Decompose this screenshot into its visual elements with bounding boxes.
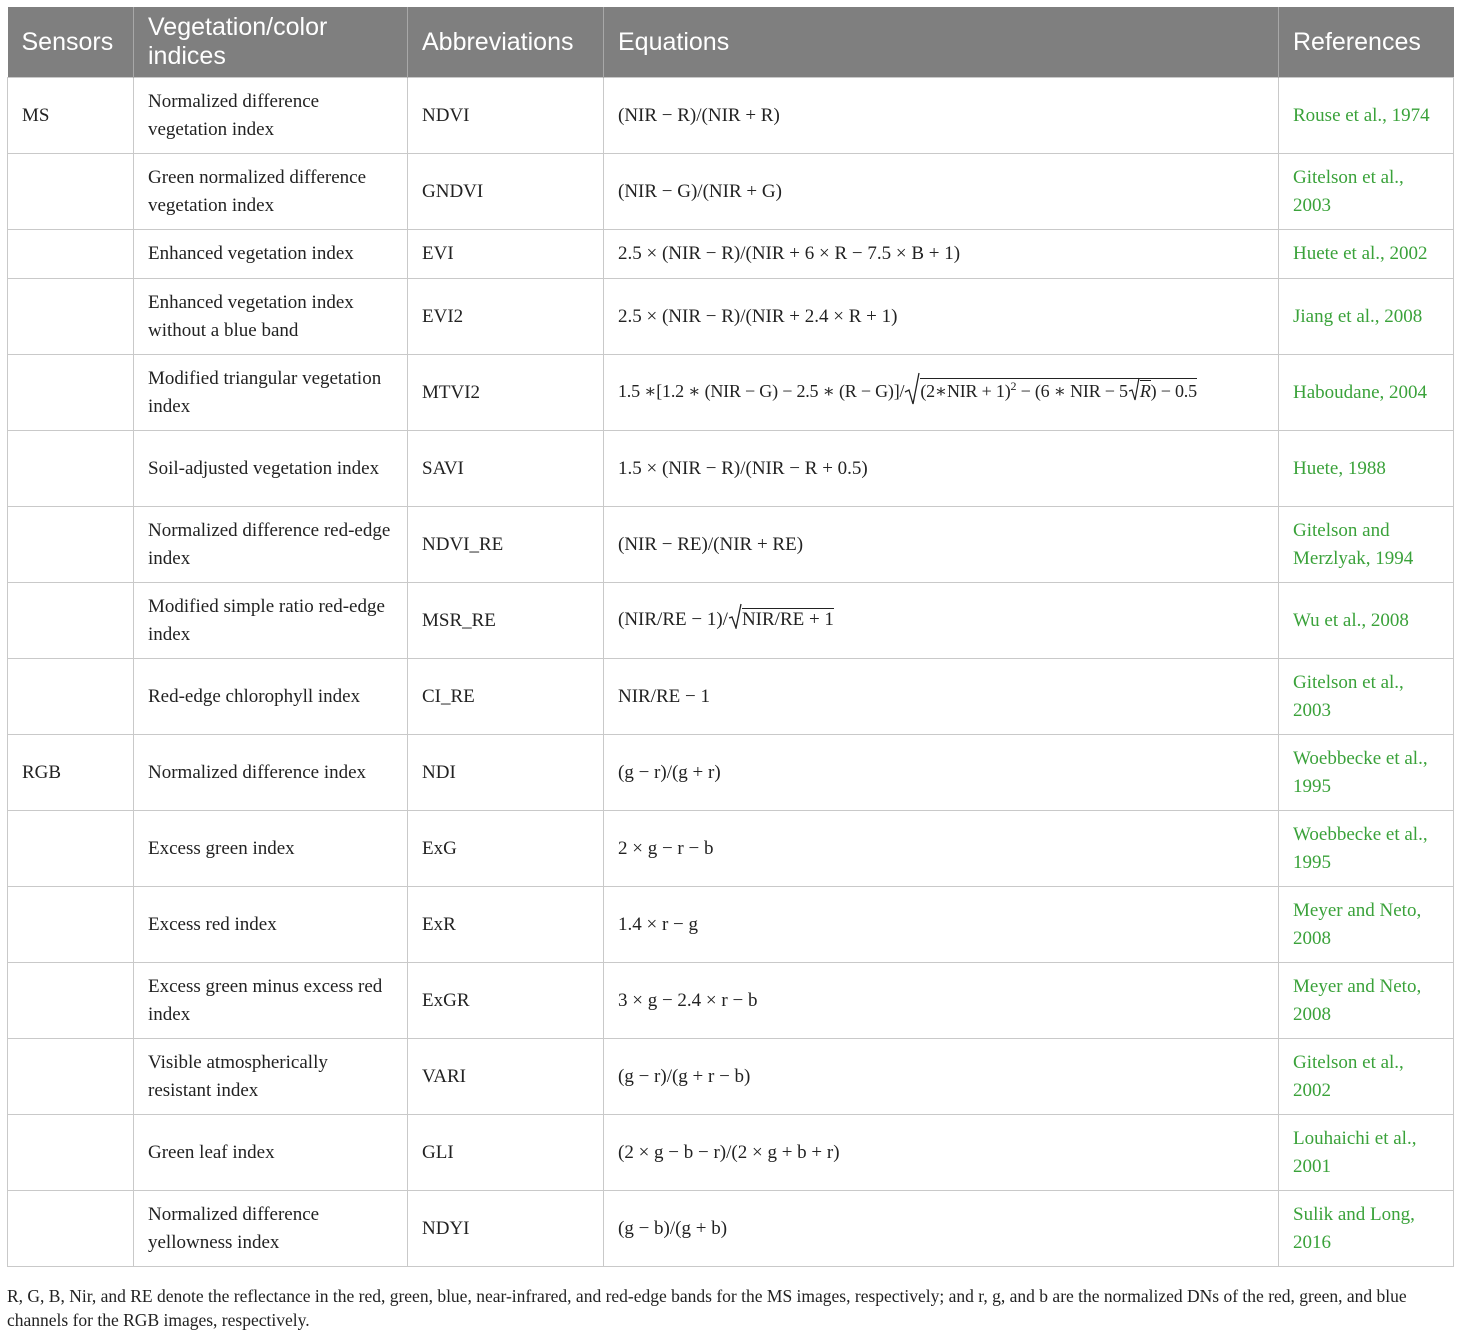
table-header-row bbox=[8, 7, 1454, 78]
sensor-cell bbox=[8, 887, 134, 963]
table-row bbox=[8, 659, 1454, 735]
reference-link[interactable]: Meyer and Neto, 2008 bbox=[1279, 887, 1454, 963]
abbreviation-cell: GNDVI bbox=[408, 154, 604, 230]
reference-link[interactable]: Meyer and Neto, 2008 bbox=[1279, 963, 1454, 1039]
equation-cell: (2 × g − b − r)/(2 × g + b + r) bbox=[604, 1115, 1279, 1191]
table-row bbox=[8, 230, 1454, 279]
header-equations: Equations bbox=[604, 7, 1279, 78]
table-row bbox=[8, 963, 1454, 1039]
indices-table bbox=[7, 7, 1454, 1267]
table-row bbox=[8, 735, 1454, 811]
equation-cell: 2.5 × (NIR − R)/(NIR + 6 × R − 7.5 × B + 1) bbox=[604, 230, 1279, 279]
radical-sign-icon bbox=[728, 603, 742, 638]
index-name-cell: Normalized difference yellowness index bbox=[134, 1191, 408, 1267]
sensor-cell bbox=[8, 963, 134, 1039]
index-name-cell: Excess green index bbox=[134, 811, 408, 887]
index-name-cell: Visible atmospherically resistant index bbox=[134, 1039, 408, 1115]
abbreviation-cell: EVI bbox=[408, 230, 604, 279]
abbreviation-cell: ExR bbox=[408, 887, 604, 963]
table-row bbox=[8, 583, 1454, 659]
reference-link[interactable]: Jiang et al., 2008 bbox=[1279, 279, 1454, 355]
abbreviation-cell: SAVI bbox=[408, 431, 604, 507]
header-sensors: Sensors bbox=[8, 7, 134, 78]
abbreviation-cell: GLI bbox=[408, 1115, 604, 1191]
sensor-cell: MS bbox=[8, 78, 134, 154]
reference-link[interactable]: Gitelson and Merzlyak, 1994 bbox=[1279, 507, 1454, 583]
table-row bbox=[8, 279, 1454, 355]
table-row bbox=[8, 887, 1454, 963]
sensor-cell bbox=[8, 230, 134, 279]
abbreviation-cell: VARI bbox=[408, 1039, 604, 1115]
abbreviation-cell: NDYI bbox=[408, 1191, 604, 1267]
equation-radicand: NIR/RE + 1 bbox=[741, 608, 834, 630]
reference-link[interactable]: Louhaichi et al., 2001 bbox=[1279, 1115, 1454, 1191]
index-name-cell: Modified simple ratio red-edge index bbox=[134, 583, 408, 659]
table-row bbox=[8, 1115, 1454, 1191]
header-indices: Vegetation/color indices bbox=[134, 7, 408, 78]
sensor-cell: RGB bbox=[8, 735, 134, 811]
abbreviation-cell: NDVI bbox=[408, 78, 604, 154]
table-row bbox=[8, 811, 1454, 887]
header-references: References bbox=[1279, 7, 1454, 78]
index-name-cell: Enhanced vegetation index bbox=[134, 230, 408, 279]
abbreviation-cell: NDVI_RE bbox=[408, 507, 604, 583]
reference-link[interactable]: Haboudane, 2004 bbox=[1279, 355, 1454, 431]
sensor-cell bbox=[8, 1039, 134, 1115]
sensor-cell bbox=[8, 811, 134, 887]
table-footnote: R, G, B, Nir, and RE denote the reflectance in the red, green, blue, near-infrared, and red-edge bands for the MS images, respectively; and r, g, and b are the normalized DNs of the red, green, and blue channels for the RGB images, respectively. bbox=[7, 1286, 1407, 1330]
equation-cell: 3 × g − 2.4 × r − b bbox=[604, 963, 1279, 1039]
equation-cell: (NIR − RE)/(NIR + RE) bbox=[604, 507, 1279, 583]
indices-table-container bbox=[7, 7, 1453, 1267]
reference-link[interactable]: Gitelson et al., 2002 bbox=[1279, 1039, 1454, 1115]
index-name-cell: Red-edge chlorophyll index bbox=[134, 659, 408, 735]
equation-cell: NIR/RE − 1 bbox=[604, 659, 1279, 735]
sensor-cell bbox=[8, 279, 134, 355]
equation-cell: (NIR − G)/(NIR + G) bbox=[604, 154, 1279, 230]
abbreviation-cell: CI_RE bbox=[408, 659, 604, 735]
index-name-cell: Normalized difference index bbox=[134, 735, 408, 811]
reference-link[interactable]: Huete et al., 2002 bbox=[1279, 230, 1454, 279]
abbreviation-cell: ExGR bbox=[408, 963, 604, 1039]
equation-cell: (g − r)/(g + r) bbox=[604, 735, 1279, 811]
index-name-cell: Normalized difference vegetation index bbox=[134, 78, 408, 154]
index-name-cell: Green normalized difference vegetation index bbox=[134, 154, 408, 230]
reference-link[interactable]: Sulik and Long, 2016 bbox=[1279, 1191, 1454, 1267]
radical-sign-icon bbox=[1128, 377, 1140, 409]
equation-prefix: (NIR/RE − 1)/ bbox=[618, 608, 728, 630]
sensor-cell bbox=[8, 154, 134, 230]
table-row bbox=[8, 154, 1454, 230]
equation-cell bbox=[604, 355, 1279, 431]
reference-link[interactable]: Woebbecke et al., 1995 bbox=[1279, 735, 1454, 811]
reference-link[interactable]: Rouse et al., 1974 bbox=[1279, 78, 1454, 154]
equation-cell: 2.5 × (NIR − R)/(NIR + 2.4 × R + 1) bbox=[604, 279, 1279, 355]
sensor-cell bbox=[8, 1115, 134, 1191]
radical-sign-icon bbox=[904, 372, 920, 414]
sensor-cell bbox=[8, 507, 134, 583]
equation-cell: (NIR − R)/(NIR + R) bbox=[604, 78, 1279, 154]
index-name-cell: Modified triangular vegetation index bbox=[134, 355, 408, 431]
equation-radicand: (2∗NIR + 1)$^2$ − (6 ∗ NIR − 5 R) − 0.5 bbox=[920, 378, 1197, 401]
index-name-cell: Normalized difference red-edge index bbox=[134, 507, 408, 583]
abbreviation-cell: NDI bbox=[408, 735, 604, 811]
abbreviation-cell: ExG bbox=[408, 811, 604, 887]
sensor-cell bbox=[8, 431, 134, 507]
table-row bbox=[8, 507, 1454, 583]
index-name-cell: Green leaf index bbox=[134, 1115, 408, 1191]
reference-link[interactable]: Wu et al., 2008 bbox=[1279, 583, 1454, 659]
equation-cell bbox=[604, 583, 1279, 659]
reference-link[interactable]: Gitelson et al., 2003 bbox=[1279, 154, 1454, 230]
equation-cell: 2 × g − r − b bbox=[604, 811, 1279, 887]
abbreviation-cell: EVI2 bbox=[408, 279, 604, 355]
header-abbreviations: Abbreviations bbox=[408, 7, 604, 78]
sensor-cell bbox=[8, 659, 134, 735]
equation-prefix: 1.5 ∗[1.2 ∗ (NIR − G) − 2.5 ∗ (R − G)]/ bbox=[618, 380, 905, 401]
reference-link[interactable]: Huete, 1988 bbox=[1279, 431, 1454, 507]
table-row bbox=[8, 1191, 1454, 1267]
equation-cell: 1.4 × r − g bbox=[604, 887, 1279, 963]
table-row bbox=[8, 431, 1454, 507]
sensor-cell bbox=[8, 583, 134, 659]
abbreviation-cell: MSR_RE bbox=[408, 583, 604, 659]
reference-link[interactable]: Woebbecke et al., 1995 bbox=[1279, 811, 1454, 887]
index-name-cell: Soil-adjusted vegetation index bbox=[134, 431, 408, 507]
equation-cell: (g − r)/(g + r − b) bbox=[604, 1039, 1279, 1115]
table-row bbox=[8, 1039, 1454, 1115]
index-name-cell: Enhanced vegetation index without a blue band bbox=[134, 279, 408, 355]
table-row bbox=[8, 78, 1454, 154]
index-name-cell: Excess green minus excess red index bbox=[134, 963, 408, 1039]
abbreviation-cell: MTVI2 bbox=[408, 355, 604, 431]
index-name-cell: Excess red index bbox=[134, 887, 408, 963]
sensor-cell bbox=[8, 355, 134, 431]
table-row bbox=[8, 355, 1454, 431]
equation-cell: (g − b)/(g + b) bbox=[604, 1191, 1279, 1267]
equation-cell: 1.5 × (NIR − R)/(NIR − R + 0.5) bbox=[604, 431, 1279, 507]
reference-link[interactable]: Gitelson et al., 2003 bbox=[1279, 659, 1454, 735]
sensor-cell bbox=[8, 1191, 134, 1267]
